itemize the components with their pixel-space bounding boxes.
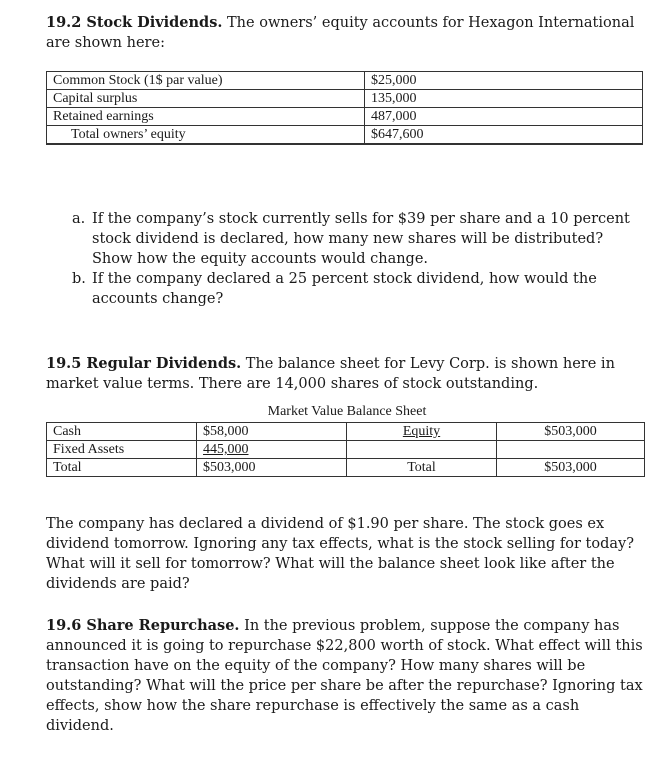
problem-19-5-followup: The company has declared a dividend of $1.90 per share. The stock goes ex dividend tomorrow. Ignoring any tax effects, what is the stock selling for today? What will it sell for tomorrow? What will the balance sheet look like after the dividends are paid?: [46, 516, 635, 592]
problem-19-5-intro: [46, 354, 636, 394]
table-row: [47, 441, 645, 459]
asset-value: $58,000: [197, 423, 347, 441]
table-row: [47, 423, 645, 441]
asset-total-value: $503,000: [197, 459, 347, 477]
table-row: [47, 108, 643, 126]
problem-19-6: [46, 616, 646, 736]
question-text: If the company declared a 25 percent stock dividend, how would the accounts change?: [92, 271, 597, 307]
equity-value: 135,000: [365, 90, 643, 108]
asset-value: 445,000: [197, 441, 347, 459]
table-row-total: [47, 126, 643, 145]
question-text: If the company’s stock currently sells for $39 per share and a 10 percent stock dividend is declared, how many new shares will be distributed? Show how the equity accounts would change.: [92, 211, 630, 267]
equity-label: Capital surplus: [47, 90, 365, 108]
balance-sheet-title: Market Value Balance Sheet: [267, 404, 427, 419]
list-marker: a.: [72, 211, 86, 227]
table-row-total: [47, 459, 645, 477]
problem-19-5-heading: 19.5 Regular Dividends.: [46, 355, 242, 372]
liability-label: [347, 441, 497, 459]
market-value-balance-sheet: [46, 422, 645, 477]
equity-value: $25,000: [365, 72, 643, 90]
question-list: [72, 209, 632, 309]
equity-label: Common Stock (1$ par value): [47, 72, 365, 90]
table-row: [47, 72, 643, 90]
problem-19-2-intro: [46, 13, 646, 53]
list-item: [72, 269, 632, 309]
owners-equity-table: [46, 71, 643, 145]
liability-value: [497, 441, 645, 459]
list-marker: b.: [72, 271, 86, 287]
equity-label: Retained earnings: [47, 108, 365, 126]
asset-label: Fixed Assets: [47, 441, 197, 459]
problem-19-2-text: The owners’ equity accounts for Hexagon International are shown here:: [46, 15, 635, 51]
asset-total-label: Total: [47, 459, 197, 477]
liability-total-value: $503,000: [497, 459, 645, 477]
problem-19-5-text: The balance sheet for Levy Corp. is shown here in market value terms. There are 14,000 shares of stock outstanding.: [46, 356, 615, 392]
asset-label: Cash: [47, 423, 197, 441]
equity-value: 487,000: [365, 108, 643, 126]
problem-19-6-heading: 19.6 Share Repurchase.: [46, 617, 240, 634]
liability-label: Equity: [347, 423, 497, 441]
list-item: [72, 209, 632, 269]
equity-total-label: Total owners’ equity: [47, 126, 365, 145]
table-row: [47, 90, 643, 108]
problem-19-6-text: In the previous problem, suppose the company has announced it is going to repurchase $22,800 worth of stock. What effect will this transaction have on the equity of the company? How many shares will be outstanding? What will the price per share be after the repurchase? Ignoring tax effects, show how the share repurchase is effectively the same as a cash dividend.: [46, 618, 643, 734]
liability-value: $503,000: [497, 423, 645, 441]
liability-total-label: Total: [347, 459, 497, 477]
problem-19-2-heading: 19.2 Stock Dividends.: [46, 14, 223, 31]
equity-total-value: $647,600: [365, 126, 643, 145]
